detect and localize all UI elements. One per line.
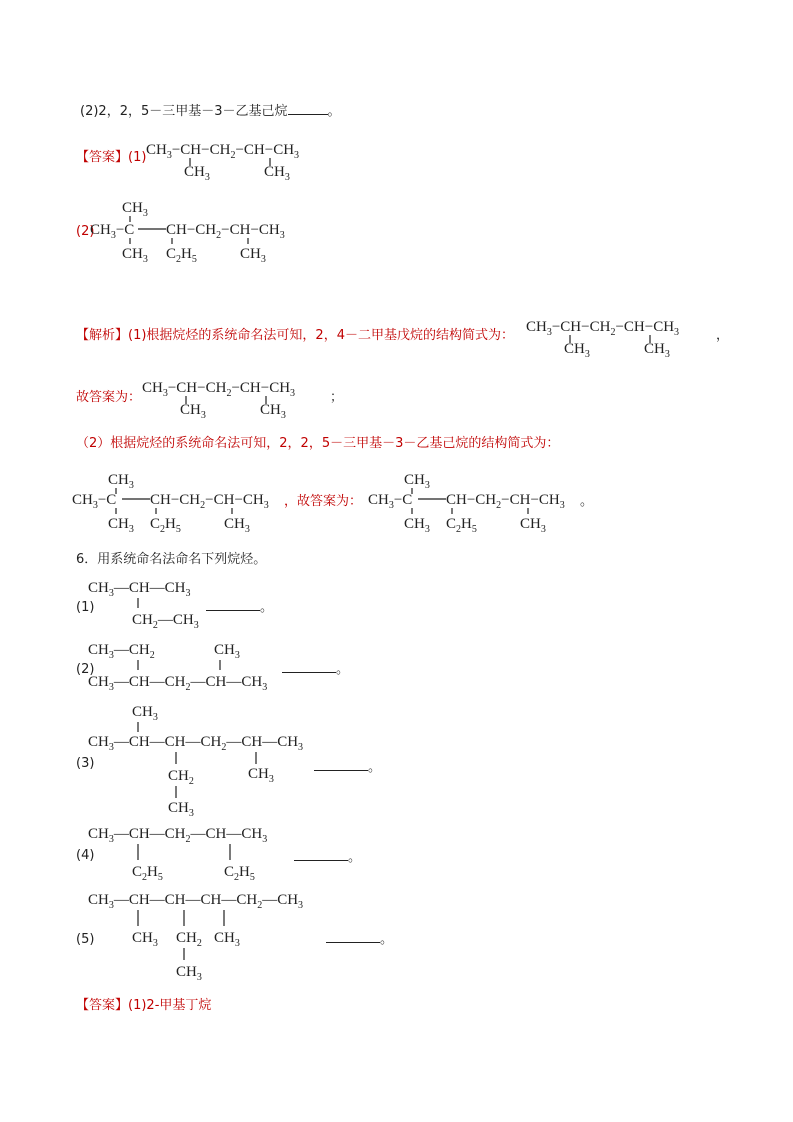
svg-text:CH3—CH—CH3: $CH_3—CH—CH_3$ bbox=[88, 580, 191, 599]
formula-analysis-2 bbox=[142, 376, 332, 420]
svg-text:CH3: $CH_3$ bbox=[176, 964, 202, 983]
svg-text:CH3: $CH_3$ bbox=[122, 246, 148, 265]
q6-item5-formula bbox=[88, 888, 328, 984]
q6-item5-blank bbox=[326, 932, 393, 948]
svg-text:CH3−CH−CH2−CH−CH3: $CH_3-CH-CH_2-CH-CH_3$ bbox=[526, 319, 680, 338]
answer-part2-label: (2) bbox=[76, 224, 95, 239]
answer-blank bbox=[326, 942, 380, 943]
svg-text:CH2—CH3: $CH_2—CH_3$ bbox=[132, 612, 199, 631]
svg-text:C2H5: $C_2H_5$ bbox=[224, 864, 255, 883]
semicolon: ； bbox=[330, 390, 344, 405]
comma: ， bbox=[716, 328, 730, 343]
q6-item2-label: (2) bbox=[76, 662, 95, 677]
svg-text:CH3: $CH_3$ bbox=[108, 516, 134, 535]
svg-text:CH3—CH—CH2—CH—CH3: $CH_3—CH—CH_2—CH—CH_3$ bbox=[88, 674, 268, 693]
svg-text:CH3: $CH_3$ bbox=[132, 704, 158, 723]
answer-blank bbox=[282, 672, 336, 673]
svg-text:CH3: $CH_3$ bbox=[520, 516, 546, 535]
period: 。 bbox=[368, 760, 382, 775]
analysis-text-3: （2）根据烷烃的系统命名法可知，2，2，5－三甲基－3－乙基己烷的结构简式为： bbox=[76, 436, 560, 451]
svg-text:CH3: $CH_3$ bbox=[564, 341, 590, 360]
period: 。 bbox=[348, 850, 362, 865]
svg-text:CH−CH2−CH−CH3: $CH-CH_2-CH-CH_3$ bbox=[166, 222, 285, 241]
q6-item3-label: (3) bbox=[76, 756, 95, 771]
period: 。 bbox=[336, 662, 350, 677]
svg-text:CH3: $CH_3$ bbox=[264, 164, 290, 183]
period: 。 bbox=[580, 494, 594, 509]
svg-text:CH3−C: $CH_3-C$ bbox=[368, 492, 413, 511]
svg-text:CH3: $CH_3$ bbox=[108, 472, 134, 491]
svg-text:CH−CH2−CH−CH3: $CH-CH_2-CH-CH_3$ bbox=[446, 492, 565, 511]
q5-part2-text: 2，2，5－三甲基－3－乙基己烷 bbox=[98, 104, 288, 119]
svg-text:CH3: $CH_3$ bbox=[132, 930, 158, 949]
svg-text:CH3: $CH_3$ bbox=[248, 766, 274, 785]
svg-text:CH3: $CH_3$ bbox=[404, 516, 430, 535]
svg-text:CH3: $CH_3$ bbox=[644, 341, 670, 360]
answer-part1-label: (1) bbox=[128, 150, 147, 165]
period: 。 bbox=[327, 104, 341, 119]
answer6-text: (1)2-甲基丁烷 bbox=[128, 998, 212, 1013]
svg-text:CH−CH2−CH−CH3: $CH-CH_2-CH-CH_3$ bbox=[150, 492, 269, 511]
analysis-text-2: 故答案为： bbox=[76, 390, 142, 405]
q6-item5-label: (5) bbox=[76, 932, 95, 947]
svg-text:CH3—CH—CH—CH—CH2—CH3: $CH_3—CH—CH—CH—CH_2—CH_3$ bbox=[88, 892, 304, 911]
svg-text:CH2: $CH_2$ bbox=[176, 930, 202, 949]
svg-text:C2H5: $C_2H_5$ bbox=[446, 516, 477, 535]
formula-trimethyl-ethylhexane-answer bbox=[90, 198, 310, 264]
svg-text:CH3: $CH_3$ bbox=[224, 516, 250, 535]
answer6 bbox=[76, 998, 211, 1014]
svg-text:C2H5: $C_2H_5$ bbox=[150, 516, 181, 535]
formula-analysis-1 bbox=[526, 315, 716, 359]
q6-item1-blank bbox=[206, 600, 273, 616]
answer-label: 【答案】 bbox=[76, 150, 129, 165]
formula-2-4-dimethylpentane-answer bbox=[146, 138, 336, 182]
svg-text:CH3: $CH_3$ bbox=[122, 200, 148, 219]
analysis-tag: 【解析】 bbox=[76, 328, 129, 343]
answer-blank bbox=[288, 114, 328, 115]
svg-text:CH3: $CH_3$ bbox=[404, 472, 430, 491]
q6-item2-blank bbox=[282, 662, 349, 678]
svg-text:C2H5: $C_2H_5$ bbox=[166, 246, 197, 265]
svg-text:CH3−C: $CH_3-C$ bbox=[90, 222, 135, 241]
period: 。 bbox=[380, 932, 394, 947]
formula-analysis-4 bbox=[368, 470, 588, 536]
svg-text:CH2: $CH_2$ bbox=[168, 768, 194, 787]
formula-analysis-3 bbox=[72, 470, 292, 536]
q6-item4-blank bbox=[294, 850, 361, 866]
svg-text:CH3: $CH_3$ bbox=[240, 246, 266, 265]
answer-blank bbox=[294, 860, 348, 861]
svg-text:C2H5: $C_2H_5$ bbox=[132, 864, 163, 883]
answer-blank bbox=[314, 770, 368, 771]
answer-tag: 【答案】 bbox=[76, 998, 129, 1013]
svg-text:CH3: $CH_3$ bbox=[214, 930, 240, 949]
svg-text:CH3—CH2: $CH_3—CH_2$ bbox=[88, 642, 155, 661]
svg-text:CH3−CH−CH2−CH−CH3: $CH_3-CH-CH_2-CH-CH_3$ bbox=[146, 142, 300, 161]
period: 。 bbox=[260, 600, 274, 615]
analysis-text-1: (1)根据烷烃的系统命名法可知，2，4－二甲基戊烷的结构简式为： bbox=[128, 328, 514, 343]
analysis-text-4: ，故答案为： bbox=[284, 494, 363, 509]
q6-item3-blank bbox=[314, 760, 381, 776]
svg-text:CH3: $CH_3$ bbox=[168, 800, 194, 819]
q6-title: 6．用系统命名法命名下列烷烃。 bbox=[76, 552, 267, 567]
answer-tag bbox=[76, 150, 146, 166]
q6-item4-label: (4) bbox=[76, 848, 95, 863]
svg-text:CH3: $CH_3$ bbox=[184, 164, 210, 183]
svg-text:CH3—CH—CH—CH2—CH—CH3: $CH_3—CH—CH—CH_2—CH—CH_3$ bbox=[88, 734, 304, 753]
answer-blank bbox=[206, 610, 260, 611]
q6-item2-formula bbox=[88, 638, 288, 693]
svg-text:CH3: $CH_3$ bbox=[180, 402, 206, 421]
svg-text:CH3: $CH_3$ bbox=[260, 402, 286, 421]
analysis-line1 bbox=[76, 328, 514, 344]
q6-item3-formula bbox=[88, 702, 328, 818]
svg-text:CH3: $CH_3$ bbox=[214, 642, 240, 661]
q5-part2 bbox=[80, 104, 341, 120]
q6-item1-label: (1) bbox=[76, 600, 95, 615]
svg-text:CH3−C: $CH_3-C$ bbox=[72, 492, 117, 511]
q6-item4-formula bbox=[88, 822, 308, 882]
q5-part2-label: (2) bbox=[80, 104, 99, 119]
svg-text:CH3−CH−CH2−CH−CH3: $CH_3-CH-CH_2-CH-CH_3$ bbox=[142, 380, 296, 399]
svg-text:CH3—CH—CH2—CH—CH3: $CH_3—CH—CH_2—CH—CH_3$ bbox=[88, 826, 268, 845]
